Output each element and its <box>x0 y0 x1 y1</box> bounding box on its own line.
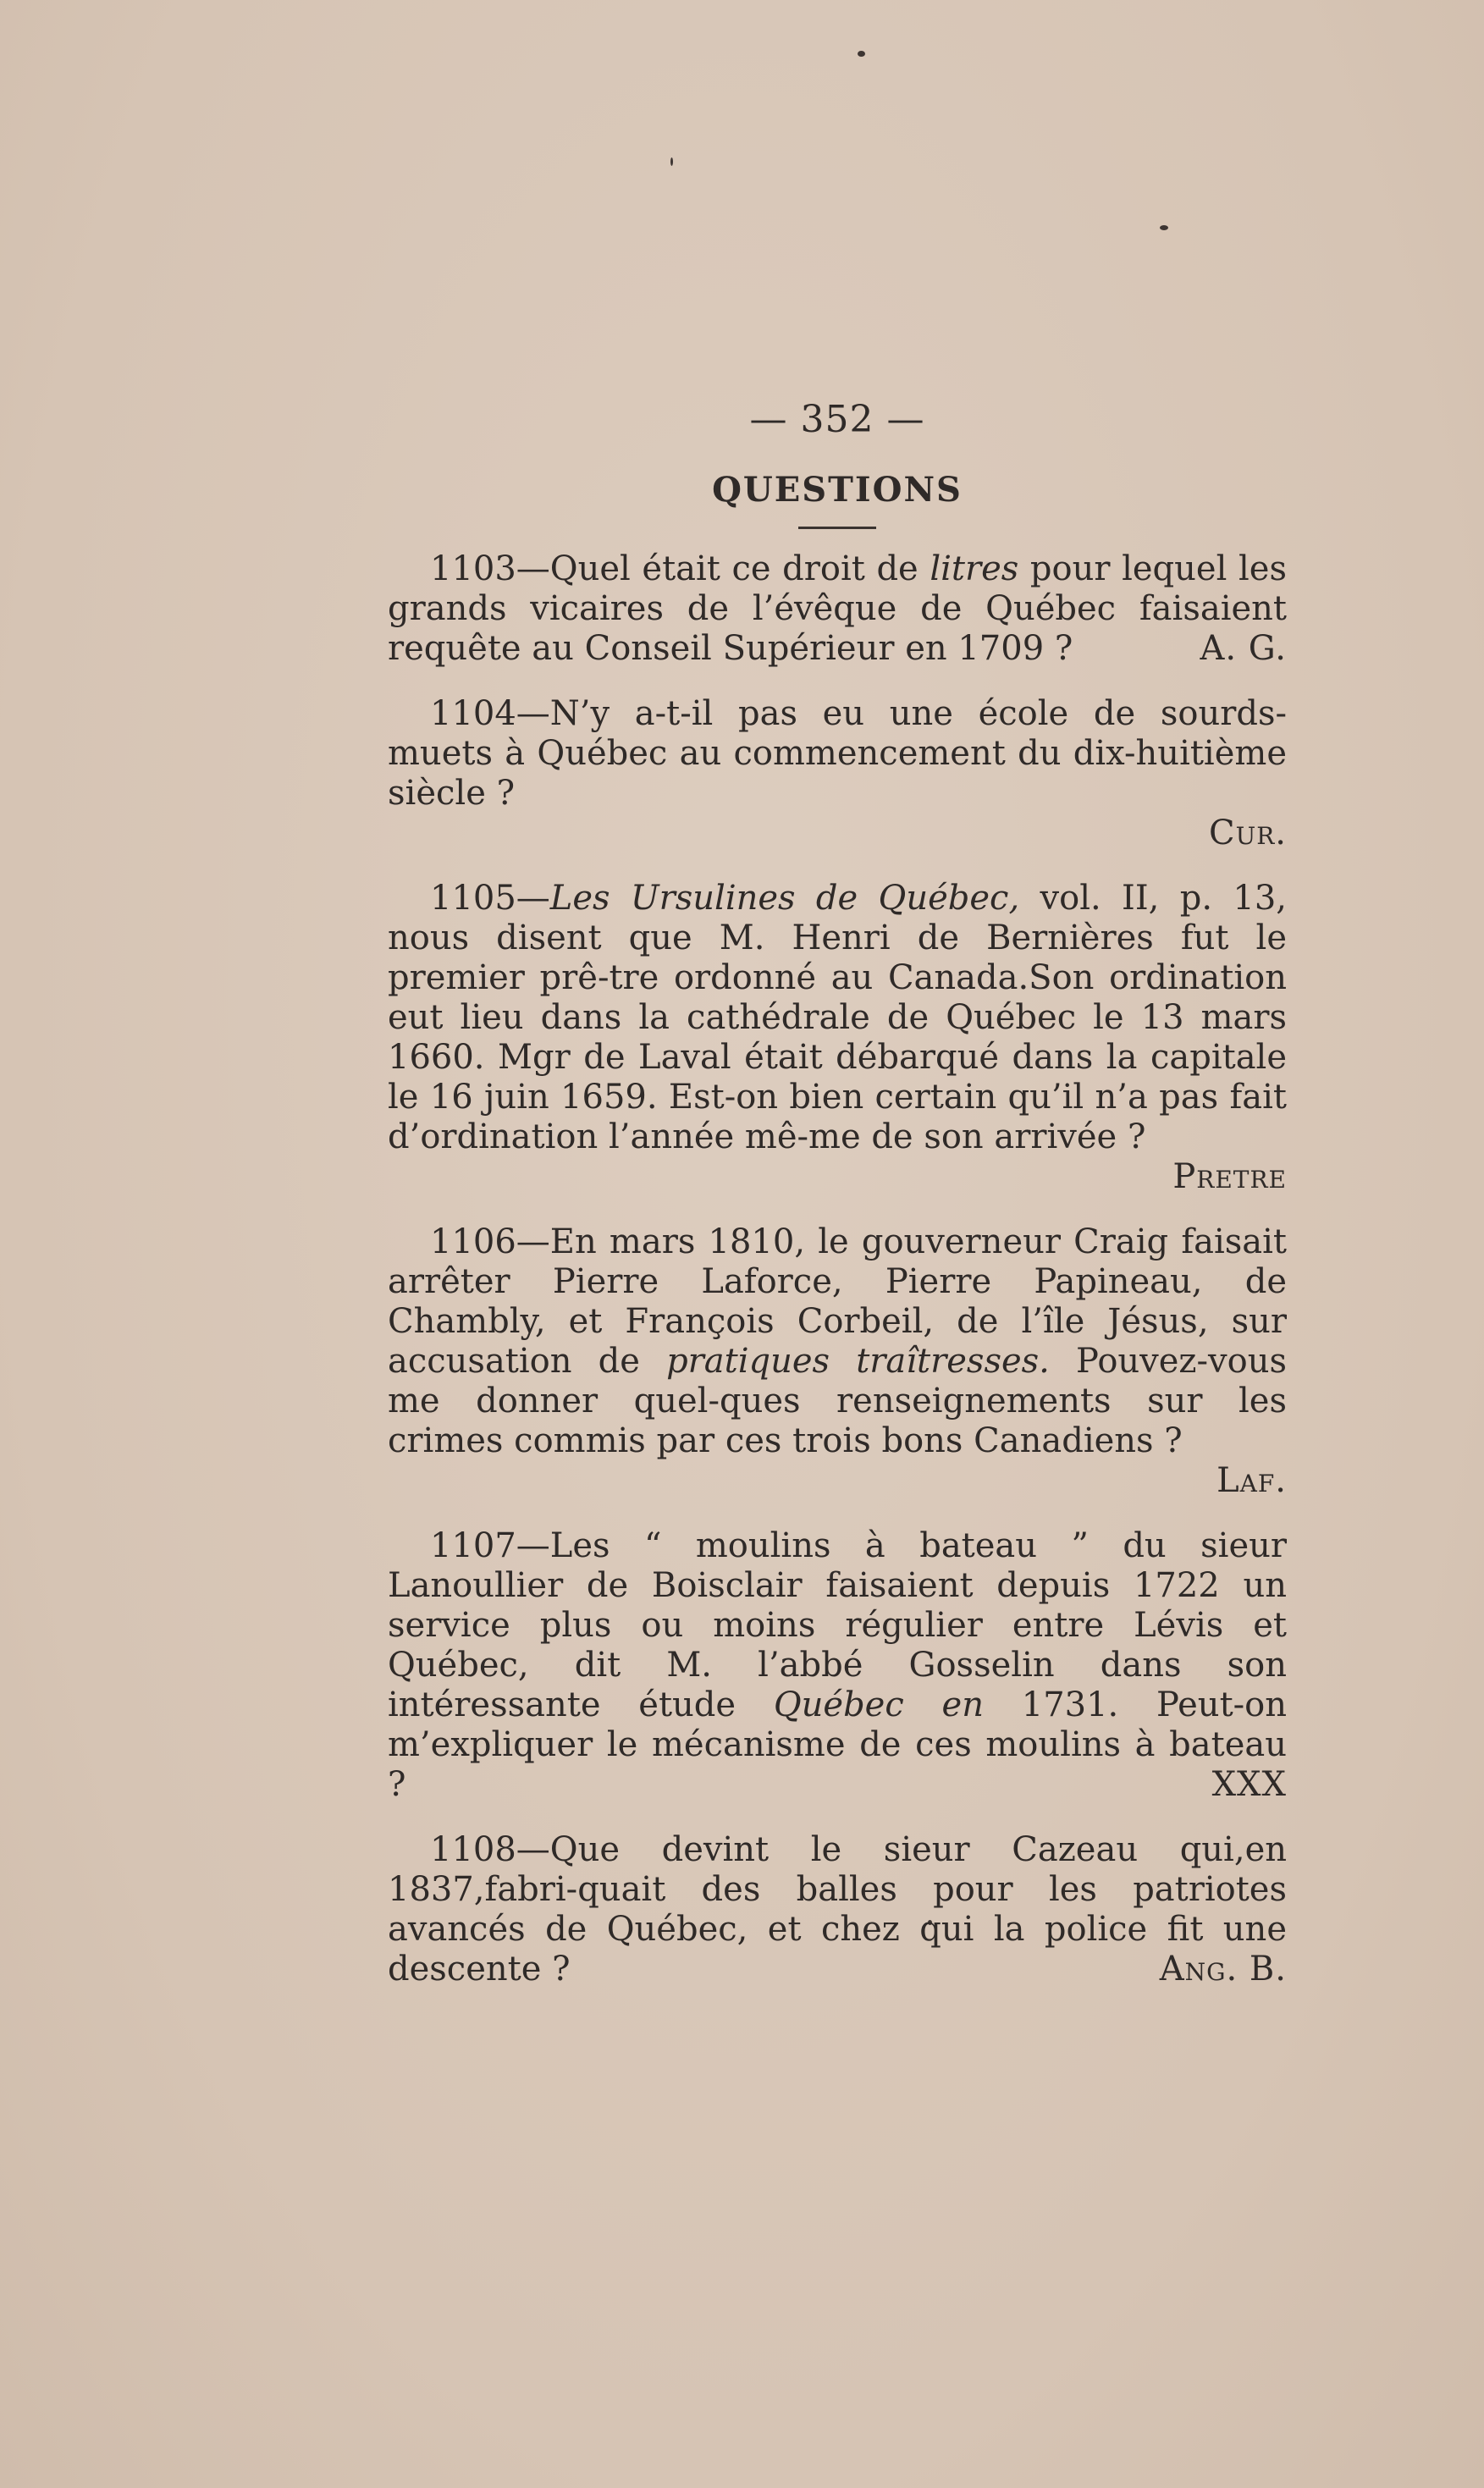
question-body-text: vol. II, p. 13, nous disent que M. Henri de Bernières fut le premier prê-tre ordonné au Canada.Son ordination eut lieu dans la cathédrale de Québec le 13 mars 1660. Mgr de Laval était débarqué dans la capitale le 16 juin 1659. Est-on bien certain qu’il n’a pas fait d’ordination l’année mê-me de son arrivée ? <box>388 879 1287 1156</box>
ink-speck <box>858 51 865 57</box>
question-number: 1108— <box>430 1830 550 1869</box>
question-text <box>388 1526 1287 1805</box>
question-entry <box>388 879 1287 1197</box>
italic-text: Les Ursulines de Québec, <box>549 879 1020 918</box>
question-entry <box>388 694 1287 853</box>
italic-text: litres <box>930 549 1019 588</box>
question-text <box>388 879 1287 1197</box>
section-title: QUESTIONS <box>712 470 963 510</box>
question-number: 1106— <box>430 1222 550 1261</box>
question-entry <box>388 1526 1287 1805</box>
question-number: 1107— <box>430 1526 550 1565</box>
question-number: 1105— <box>430 879 550 918</box>
question-entry <box>388 549 1287 669</box>
question-signature: Ang. B. <box>1159 1950 1287 1989</box>
question-list <box>388 549 1287 1989</box>
question-signature: Laf. <box>1216 1461 1287 1500</box>
question-text <box>388 1222 1287 1501</box>
question-text <box>388 1830 1287 1989</box>
question-signature: Cur. <box>1209 814 1287 852</box>
question-entry <box>388 1222 1287 1501</box>
italic-text: pratiques traîtresses. <box>666 1342 1050 1381</box>
question-text <box>388 694 1287 853</box>
question-body-text: N’y a-t-il pas eu une école de sourds-muets à Québec au commencement du dix-huitième siècle ? <box>388 694 1287 813</box>
ink-speck <box>1160 225 1168 230</box>
question-body-text: En mars 1810, le gouverneur Craig faisait arrêter Pierre Laforce, Pierre Papineau, de Chambly, et François Corbeil, de l’île Jésus, sur accusation de <box>388 1222 1287 1381</box>
title-rule <box>798 527 876 529</box>
italic-text: Québec en <box>773 1685 984 1724</box>
question-body-text: Pouvez-vous me donner quel-ques renseignements sur les crimes commis par ces trois bons Canadiens ? <box>388 1342 1287 1460</box>
question-body-text: 1731. Peut-on m’expliquer le mécanisme de ces moulins à bateau ? <box>388 1685 1288 1804</box>
question-number: 1103— <box>430 549 550 588</box>
page-number: — 352 — <box>749 398 925 441</box>
question-body-text: Que devint le sieur Cazeau qui,en 1837,fabri-quait des balles pour les patriotes avancés de Québec, et chez qui la police fit une descente ? <box>388 1830 1287 1989</box>
question-body-text: Quel était ce droit de <box>549 549 930 588</box>
ink-speck <box>670 157 673 166</box>
question-signature: A. G. <box>1200 629 1287 668</box>
question-number: 1104— <box>430 694 550 733</box>
question-body-text: pour lequel les grands vicaires de l’évêque de Québec faisaient requête au Conseil Supérieur en 1709 ? <box>388 549 1287 668</box>
question-signature: XXX <box>1211 1765 1287 1804</box>
question-text <box>388 549 1287 669</box>
question-entry <box>388 1830 1287 1989</box>
question-signature: Pretre <box>1172 1157 1287 1196</box>
page-content <box>388 398 1287 2015</box>
question-body-text: Les “ moulins à bateau ” du sieur Lanoullier de Boisclair faisaient depuis 1722 un service plus ou moins régulier entre Lévis et Québec, dit M. l’abbé Gosselin dans son intéressante étude <box>388 1526 1287 1724</box>
